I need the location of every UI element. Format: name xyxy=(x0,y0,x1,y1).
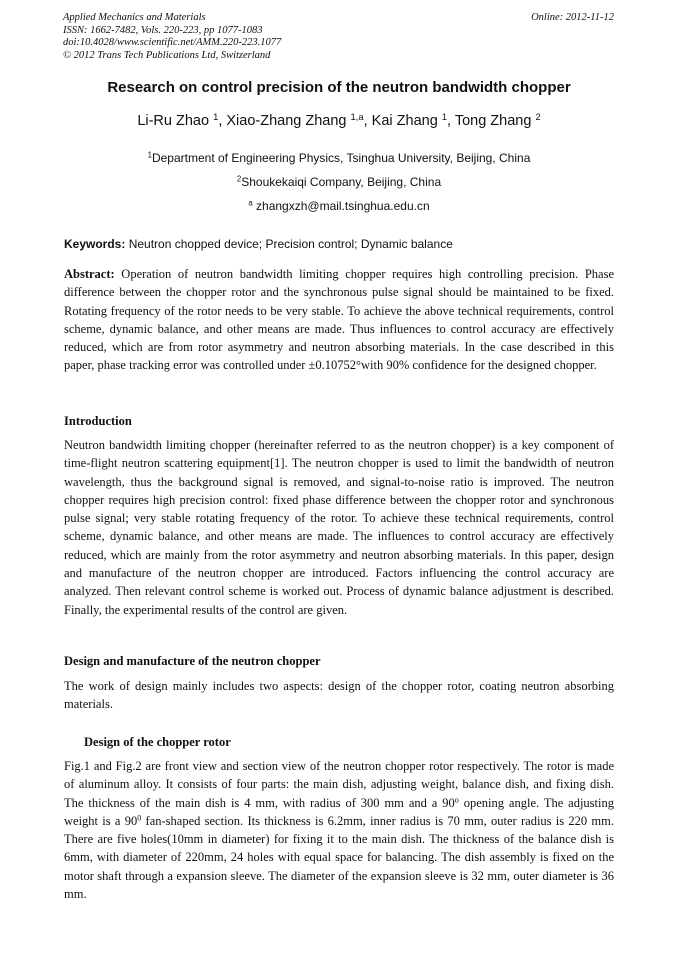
affiliation-1 xyxy=(0,151,678,165)
author-affiliation-mark: 2 xyxy=(535,110,541,122)
author-affiliation-mark: 1 xyxy=(441,110,448,122)
journal-copyright: © 2012 Trans Tech Publications Ltd, Switzerland xyxy=(63,49,271,61)
author-affiliation-mark: 1,a xyxy=(350,110,364,122)
rotor-text-part: Fig.1 and Fig.2 are front view and section view of the neutron chopper rotor respectively. The rotor is made of aluminum alloy. It consists of four parts: the main dish, adjusting weight, balance dish, and fixing dish. The thickness of the main dish is 4 mm, with radius of 300 mm and a 90 xyxy=(64,759,614,810)
affiliation-2 xyxy=(0,175,678,189)
affiliation-mark: 2 xyxy=(236,174,242,184)
keywords-text: Neutron chopped device; Precision control; Dynamic balance xyxy=(125,237,453,251)
author-name: Li-Ru Zhao xyxy=(137,113,210,129)
design-text: The work of design mainly includes two aspects: design of the chopper rotor, coating neutron absorbing materials. xyxy=(64,679,614,712)
abstract xyxy=(64,265,614,375)
abstract-label: Abstract: xyxy=(64,267,115,281)
introduction-text: Neutron bandwidth limiting chopper (hereinafter referred to as the neutron chopper) is a key component of time-flight neutron scattering equipment[1]. The neutron chopper is used to limit the bandwidth of neutron wavelength, thus the background signal is removed, and signal-to-noise ratio is improved. The neutron chopper requires high precision control: fixed phase difference between the chopper rotor and synchronous pulse signal; very stable rotating frequency of the rotor. To achieve these technical requirements, control scheme, dynamic balance, and other means are made. The influences to control accuracy are effectively reduced, which are mainly from the rotor asymmetry and neutron absorbing materials. In this paper, design and manufacture of the neutron chopper are introduced. Factors influencing the control accuracy are analyzed. Then relevant control scheme is worked out. Process of dynamic balance adjustment is described. Finally, the experimental results of the control are given. xyxy=(64,438,614,617)
online-date: Online: 2012-11-12 xyxy=(531,12,614,23)
keywords-label: Keywords: xyxy=(64,237,126,251)
rotor-text xyxy=(64,757,614,903)
email-text: zhangxzh@mail.tsinghua.edu.cn xyxy=(252,199,430,213)
section-heading-introduction: Introduction xyxy=(64,414,132,428)
section-heading-design: Design and manufacture of the neutron chopper xyxy=(64,654,321,668)
subsection-heading-rotor: Design of the chopper rotor xyxy=(84,735,231,749)
affiliation-text: Department of Engineering Physics, Tsinghua University, Beijing, China xyxy=(151,151,531,165)
paper-title: Research on control precision of the neutron bandwidth chopper xyxy=(107,79,571,96)
abstract-text: Operation of neutron bandwidth limiting chopper requires high controlling precision. Phase difference between the chopper rotor and the synchronous pulse signal should be maintained to be fixed. Rotating frequency of the rotor needs to be very stable. To achieve the above technical requirements, control scheme, dynamic balance, and other means are made. Thus influences to control accuracy are effectively reduced, which are from rotor asymmetry and neutron absorbing materials. In the case described in this paper, phase tracking error was controlled under ±0.10752°with 90% confidence for the designed chopper. xyxy=(64,267,614,373)
degree-mark: o xyxy=(454,795,459,805)
journal-issn: ISSN: 1662-7482, Vols. 220-223, pp 1077-1083 xyxy=(63,24,263,36)
affiliation-mark: 1 xyxy=(147,150,152,160)
journal-header xyxy=(63,12,423,62)
author-separator: , xyxy=(447,113,455,129)
author-name: Tong Zhang xyxy=(454,113,532,129)
affiliation-text: Shoukekaiqi Company, Beijing, China xyxy=(241,175,442,189)
journal-doi: doi:10.4028/www.scientific.net/AMM.220-223.1077 xyxy=(63,37,282,48)
keywords xyxy=(64,237,624,251)
journal-name: Applied Mechanics and Materials xyxy=(63,12,206,23)
author-list xyxy=(0,110,678,129)
rotor-text-part: fan-shaped section. Its thickness is 6.2mm, inner radius is 70 mm, outer radius is 220 mm. There are five holes(10mm in diameter) for fixing it to the main dish. The thickness of the balance dish is 6mm, with diameter of 220mm, 24 holes with equal space for balancing. The dish assembly is fixed on the motor shaft through a expansion sleeve. The diameter of the expansion sleeve is 32 mm, outer diameter is 36 mm. xyxy=(64,813,614,902)
affiliation-email xyxy=(0,199,678,213)
degree-mark: 0 xyxy=(137,813,142,823)
affiliation-mark: a xyxy=(248,198,253,208)
author-affiliation-mark: 1 xyxy=(213,110,219,122)
author-name: Xiao-Zhang Zhang xyxy=(226,113,347,129)
author-name: Kai Zhang xyxy=(371,113,438,129)
author-separator: , xyxy=(363,113,372,129)
author-separator: , xyxy=(218,113,227,129)
rotor-text-part: opening angle. The adjusting weight is a 90 xyxy=(64,795,614,828)
